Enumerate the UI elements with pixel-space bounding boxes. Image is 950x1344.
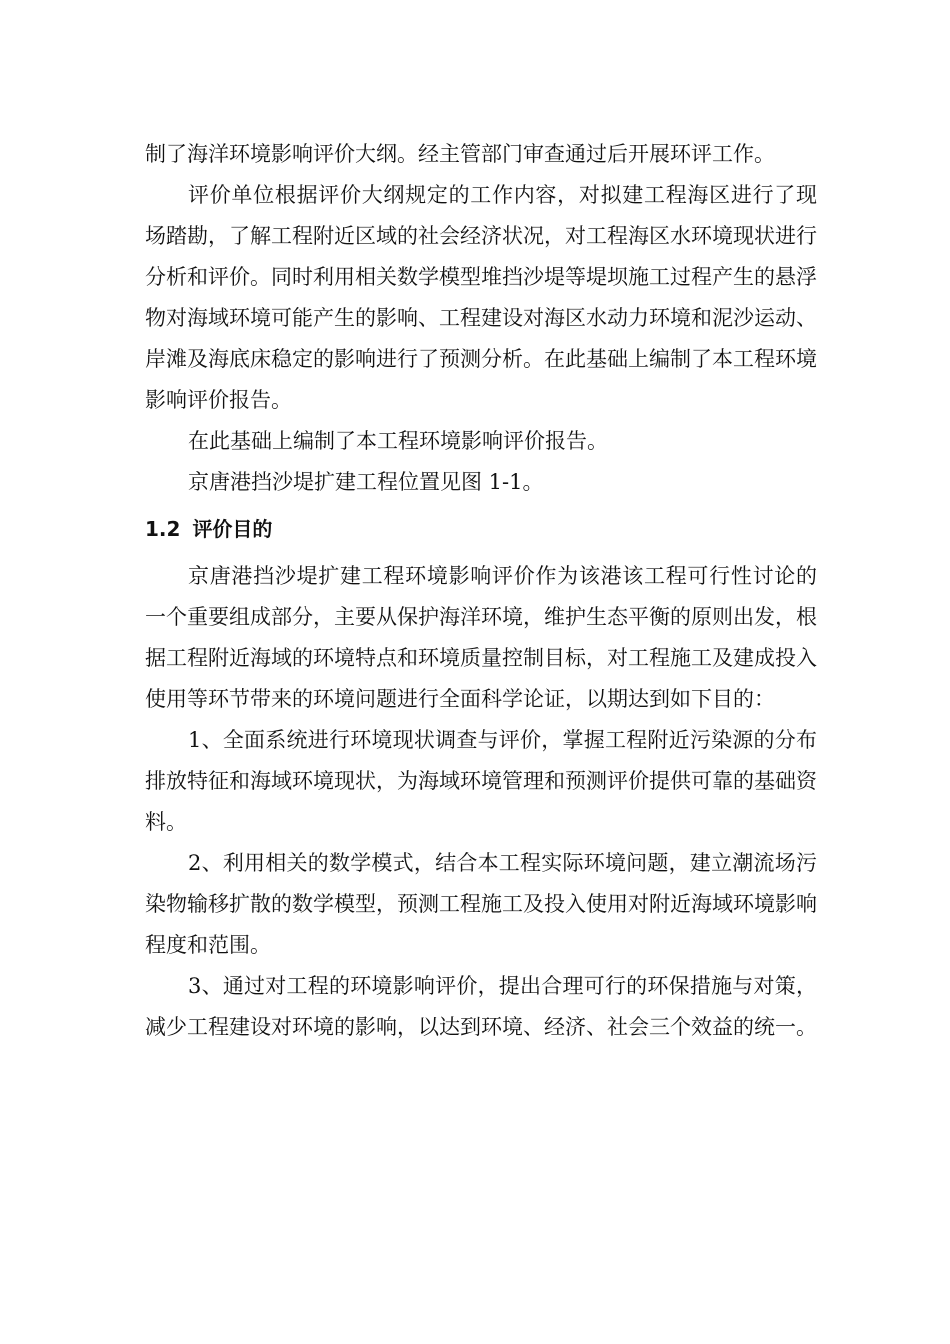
paragraph-report: 在此基础上编制了本工程环境影响评价报告。 [188,429,608,453]
paragraph-figure-ref: 京唐港挡沙堤扩建工程位置见图 1-1。 [188,470,544,494]
document-body [145,134,817,1048]
paragraph-survey: 评价单位根据评价大纲规定的工作内容，对拟建工程海区进行了现场踏勘，了解工程附近区域的社会经济状况，对工程海区水环境现状进行分析和评价。同时利用相关数学模型堆挡沙堤等堤坝施工过程产生的悬浮物对海域环境可能产生的影响、工程建设对海区水动力环境和泥沙运动、岸滩及海底床稳定的影响进行了预测分析。在此基础上编制了本工程环境影响评价报告。 [145,183,817,412]
paragraph-continuation: 制了海洋环境影响评价大纲。经主管部门审查通过后开展环评工作。 [145,142,775,166]
paragraph-purpose-item-2: 2、利用相关的数学模式，结合本工程实际环境问题，建立潮流场污染物输移扩散的数学模型，预测工程施工及投入使用对附近海域环境影响程度和范围。 [145,851,817,957]
paragraph-purpose-intro: 京唐港挡沙堤扩建工程环境影响评价作为该港该工程可行性讨论的一个重要组成部分，主要从保护海洋环境，维护生态平衡的原则出发，根据工程附近海域的环境特点和环境质量控制目标，对工程施工及建成投入使用等环节带来的环境问题进行全面科学论证，以期达到如下目的： [145,564,817,711]
section-heading [145,509,817,550]
section-title: 评价目的 [192,517,273,541]
section-number: 1.2 [145,517,181,541]
paragraph-purpose-item-3: 3、通过对工程的环境影响评价，提出合理可行的环保措施与对策，减少工程建设对环境的影响，以达到环境、经济、社会三个效益的统一。 [145,974,817,1039]
paragraph-purpose-item-1: 1、全面系统进行环境现状调查与评价，掌握工程附近污染源的分布排放特征和海域环境现状，为海域环境管理和预测评价提供可靠的基础资料。 [145,728,817,834]
